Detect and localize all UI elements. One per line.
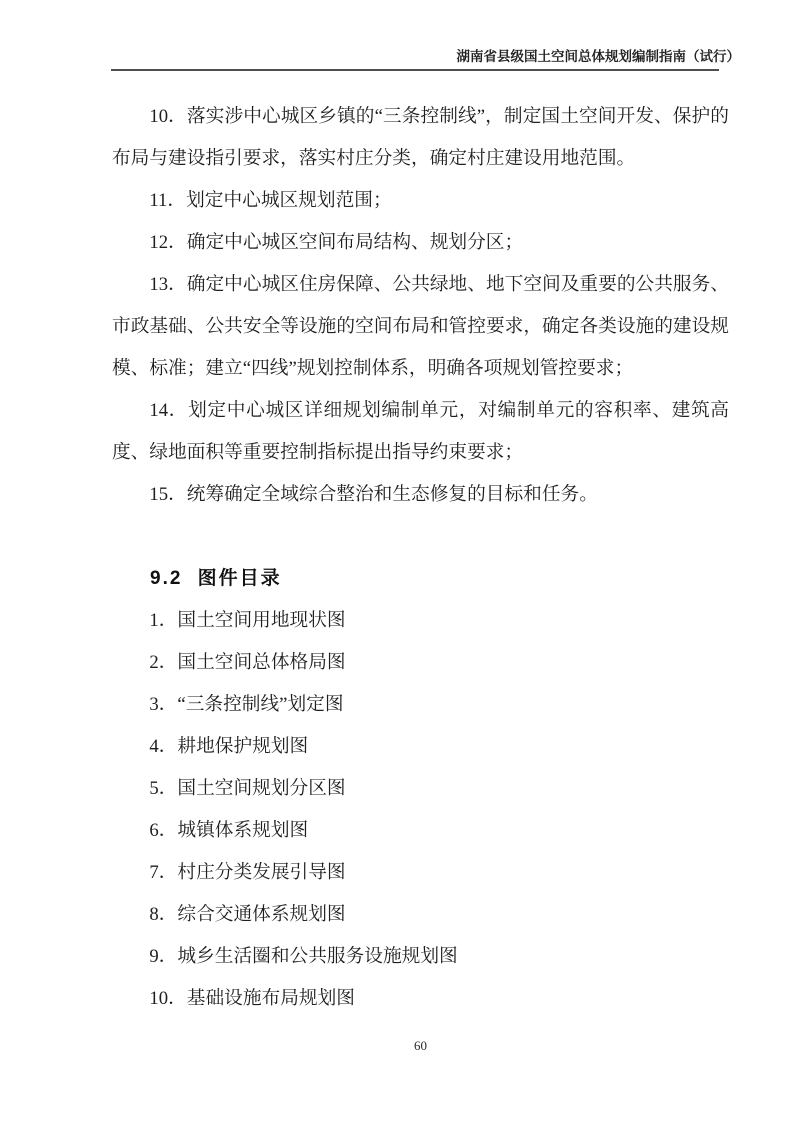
figure-list-item-7: 7．村庄分类发展引导图 <box>149 862 346 883</box>
page-number: 60 <box>414 1038 427 1053</box>
figure-list-item-8: 8．综合交通体系规划图 <box>149 904 346 925</box>
paragraph-item-12: 12．确定中心城区空间布局结构、规划分区； <box>149 232 524 253</box>
figure-list-item-10: 10．基础设施布局规划图 <box>149 988 355 1009</box>
paragraph-item-11: 11．划定中心城区规划范围； <box>149 190 392 211</box>
section-heading <box>112 558 729 600</box>
document-body <box>112 96 729 1020</box>
paragraph-item-14: 14．划定中心城区详细规划编制单元，对编制单元的容积率、建筑高度、绿地面积等重要控制指标提出指导约束要求； <box>112 400 729 463</box>
figure-list-item-1: 1．国土空间用地现状图 <box>149 610 346 631</box>
figure-list-item-3: 3．“三条控制线”划定图 <box>149 694 344 715</box>
page-header <box>111 48 740 71</box>
section-title: 图件目录 <box>197 568 282 589</box>
figure-list-item-4: 4．耕地保护规划图 <box>149 736 309 757</box>
figure-list-item-5: 5．国土空间规划分区图 <box>149 778 346 799</box>
figure-list-item-9: 9．城乡生活圈和公共服务设施规划图 <box>149 946 458 967</box>
paragraph-item-13: 13．确定中心城区住房保障、公共绿地、地下空间及重要的公共服务、市政基础、公共安全等设施的空间布局和管控要求，确定各类设施的建设规模、标准；建立“四线”规划控制体系，明确各项规划管控要求； <box>112 274 729 379</box>
section-number: 9.2 <box>150 568 183 589</box>
page-header-title: 湖南省县级国土空间总体规划编制指南（试行） <box>456 49 740 64</box>
figure-list-item-2: 2．国土空间总体格局图 <box>149 652 346 673</box>
paragraph-item-15: 15．统筹确定全域综合整治和生态修复的目标和任务。 <box>149 484 598 505</box>
paragraph-item-10: 10．落实涉中心城区乡镇的“三条控制线”，制定国土空间开发、保护的布局与建设指引要求，落实村庄分类，确定村庄建设用地范围。 <box>112 106 729 169</box>
figure-list-item-6: 6．城镇体系规划图 <box>149 820 309 841</box>
